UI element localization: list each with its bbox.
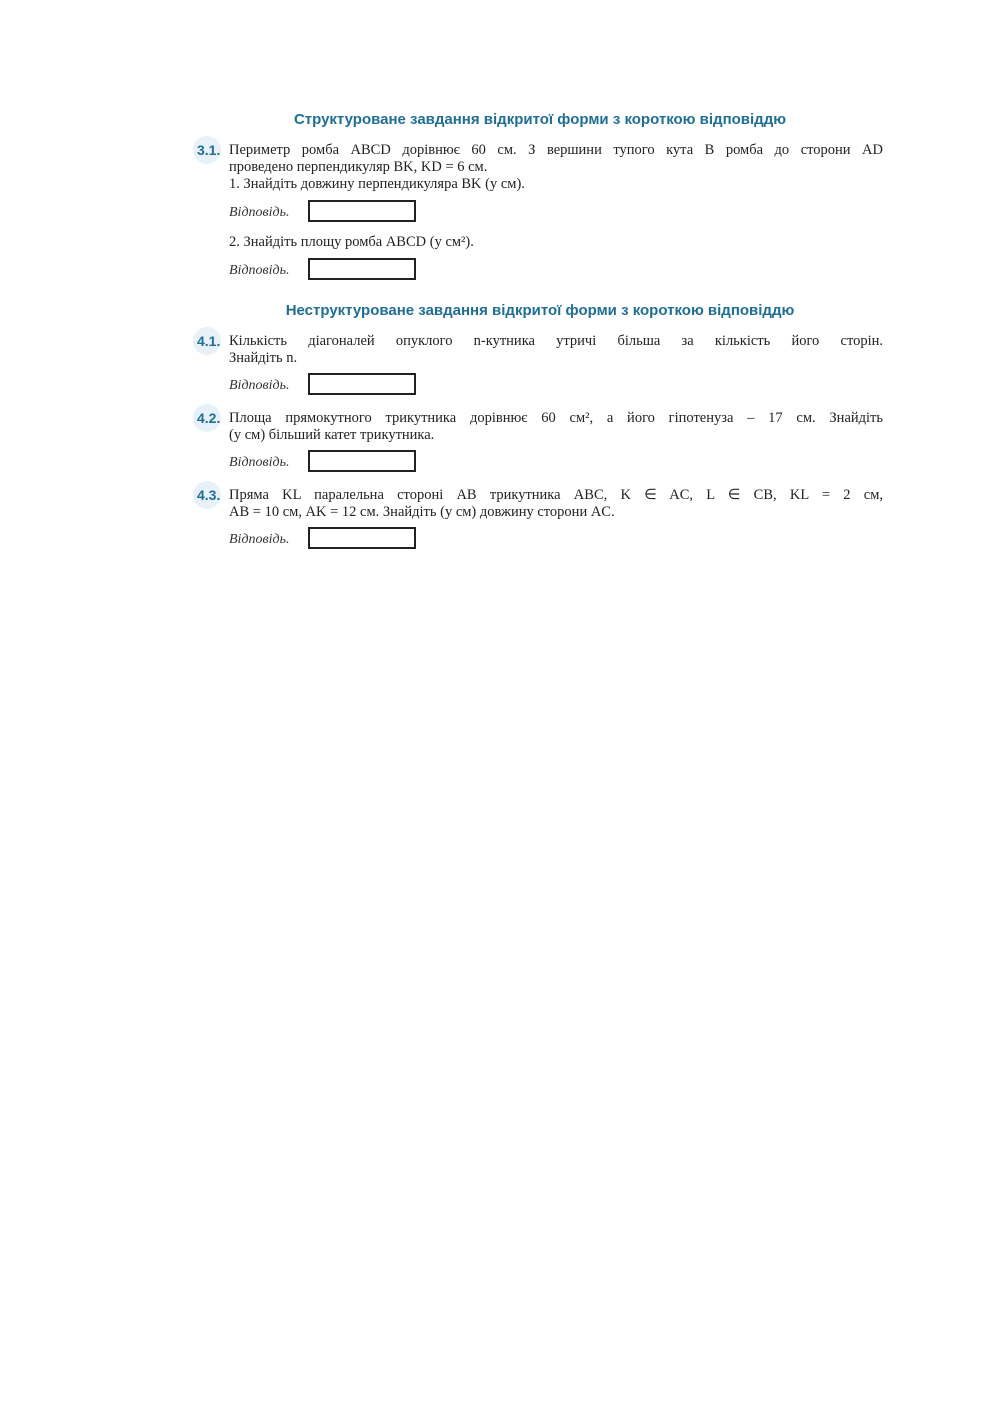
task-text-line: (у см) більший катет трикутника. — [229, 427, 435, 443]
task-number: 4.1. — [197, 333, 221, 349]
answer-input-4-2[interactable] — [308, 450, 416, 472]
task-4-2 — [197, 410, 883, 446]
task-text — [229, 142, 883, 176]
subquestion-1: 1. Знайдіть довжину перпендикуляра BK (у см). — [229, 176, 525, 192]
answer-label: Відповідь. — [229, 532, 290, 547]
task-4-1 — [197, 333, 883, 369]
task-text-line: Кількість діагоналей опуклого n-кутника утричі більша за кількість його сторін. — [229, 333, 883, 349]
task-number: 4.3. — [197, 487, 221, 503]
task-text-line: Периметр ромба ABCD дорівнює 60 см. З вершини тупого кута B ромба до сторони AD — [229, 142, 883, 158]
subquestion-2: 2. Знайдіть площу ромба ABCD (у см²). — [229, 234, 474, 250]
answer-label: Відповідь. — [229, 455, 290, 470]
task-text-line: AB = 10 см, AK = 12 см. Знайдіть (у см) довжину сторони AC. — [229, 504, 615, 520]
task-4-3 — [197, 487, 883, 523]
section-title-structured: Структуроване завдання відкритої форми з короткою відповіддю — [293, 111, 787, 128]
answer-input-4-3[interactable] — [308, 527, 416, 549]
task-text-line: Площа прямокутного трикутника дорівнює 60 см², а його гіпотенуза – 17 см. Знайдіть — [229, 410, 883, 426]
answer-input-3-1-2[interactable] — [308, 258, 416, 280]
task-text-line: проведено перпендикуляр BK, KD = 6 см. — [229, 159, 488, 175]
answer-input-4-1[interactable] — [308, 373, 416, 395]
task-text — [229, 333, 883, 367]
answer-label: Відповідь. — [229, 205, 290, 220]
task-number: 4.2. — [197, 410, 221, 426]
task-text-line: Знайдіть n. — [229, 350, 298, 366]
task-number: 3.1. — [197, 142, 221, 158]
task-text — [229, 410, 883, 444]
answer-input-3-1-1[interactable] — [308, 200, 416, 222]
answer-label: Відповідь. — [229, 378, 290, 393]
section-title-unstructured: Неструктуроване завдання відкритої форми з короткою відповіддю — [285, 302, 795, 319]
answer-label: Відповідь. — [229, 263, 290, 278]
task-text — [229, 487, 883, 521]
task-text-line: Пряма KL паралельна стороні AB трикутника ABC, K ∈ AC, L ∈ CB, KL = 2 см, — [229, 487, 883, 503]
